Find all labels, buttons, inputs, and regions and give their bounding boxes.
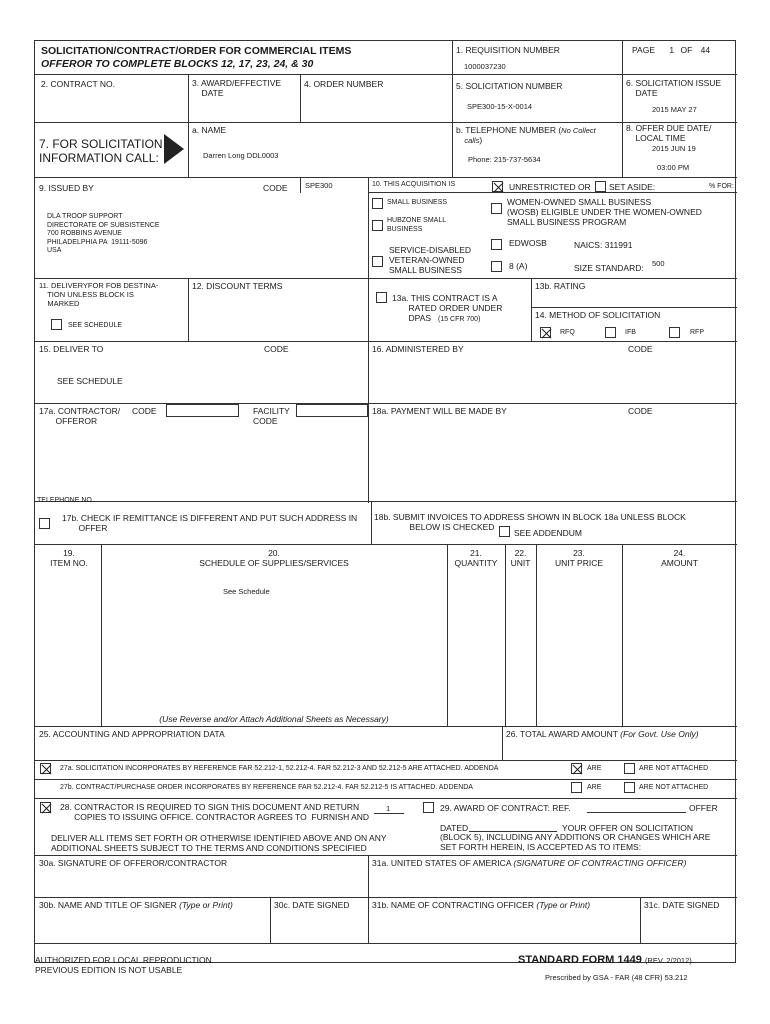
offer-due-time: 03:00 PM [657, 163, 690, 172]
arrow-right-icon [164, 134, 184, 164]
27b-text: 27b. CONTRACT/PURCHASE ORDER INCORPORATES BY REFERENCE FAR 52.212-4. FAR 52.212-5 IS ATTACHED. ADDENDA [60, 784, 473, 791]
page-total: 44 [700, 45, 711, 55]
27a-are-not-checkbox[interactable] [624, 763, 635, 774]
naics-code: NAICS: 311991 [574, 240, 633, 250]
30b-note: (Type or Print) [179, 900, 233, 910]
30a-signature-label: 30a. SIGNATURE OF OFFEROR/CONTRACTOR [39, 858, 228, 868]
28-copies-line[interactable] [374, 813, 404, 814]
submit-invoices-label: 18b. SUBMIT INVOICES TO ADDRESS SHOWN IN BLOCK 18a UNLESS BLOCK BELOW IS CHECKED [374, 512, 686, 532]
rfp-label: RFP [690, 329, 704, 336]
27b-are-label: ARE [587, 784, 602, 791]
eight-a-checkbox[interactable] [491, 261, 502, 272]
telephone-no-collect: No Collect calls [464, 126, 596, 145]
27a-text: 27a. SOLICITATION INCORPORATES BY REFERENCE FAR 52.212-1, 52.212-4. FAR 52.212-3 AND 52.212-5 ARE ATTACHED. ADDENDA [60, 765, 499, 772]
31a-text: 31a. UNITED STATES OF AMERICA [372, 858, 512, 868]
col-unit: 22. UNIT [510, 548, 531, 568]
29-checkbox[interactable] [423, 802, 434, 813]
footer-form-rev: (REV. 2/2012) [644, 956, 692, 965]
col-quantity: 21. QUANTITY [454, 548, 498, 568]
form-title: SOLICITATION/CONTRACT/ORDER FOR COMMERCIAL ITEMS [41, 45, 352, 57]
acquisition-label: 10. THIS ACQUISITION IS [372, 181, 456, 188]
footer-form-id [518, 954, 692, 967]
sdvosb-checkbox[interactable] [372, 256, 383, 267]
29-dated-label: DATED [440, 823, 469, 833]
issued-by-address: DLA TROOP SUPPORT DIRECTORATE OF SUBSISTENCE 700 ROBBINS AVENUE PHILADELPHIA PA 19111-5096 USA [47, 213, 160, 254]
27a-are-not-label: ARE NOT ATTACHED [639, 765, 709, 772]
accounting-data-label: 25. ACCOUNTING AND APPROPRIATION DATA [39, 729, 225, 739]
page-of: OF [680, 45, 693, 55]
payment-by-label: 18a. PAYMENT WILL BE MADE BY [372, 406, 507, 416]
form-subtitle: OFFEROR TO COMPLETE BLOCKS 12, 17, 23, 24, & 30 [41, 58, 314, 70]
deliver-to-code-label: CODE [264, 344, 289, 354]
27b-are-not-checkbox[interactable] [624, 782, 635, 793]
telephone-label-close: ) [479, 135, 483, 145]
small-business-label: SMALL BUSINESS [387, 199, 448, 206]
award-date-label: 3. AWARD/EFFECTIVE DATE [192, 78, 282, 98]
wosb-label: WOMEN-OWNED SMALL BUSINESS (WOSB) ELIGIBLE UNDER THE WOMEN-OWNED SMALL BUSINESS PROGRAM [507, 197, 702, 227]
see-addendum-checkbox[interactable] [499, 526, 510, 537]
27a-are-label: ARE [587, 765, 602, 772]
page-number: 1 [669, 45, 675, 55]
29-ref-line[interactable] [587, 812, 686, 813]
issue-date-value: 2015 MAY 27 [652, 105, 697, 114]
issued-by-code-value: SPE300 [305, 181, 333, 190]
administered-by-label: 16. ADMINISTERED BY [372, 344, 464, 354]
29-your-offer-label: YOUR OFFER ON SOLICITATION [562, 823, 693, 833]
28-text: 28. CONTRACTOR IS REQUIRED TO SIGN THIS DOCUMENT AND RETURN COPIES TO ISSUING OFFICE. CONTRACTOR AGREES TO FURNISH AND [60, 802, 370, 822]
edwosb-label: EDWOSB [509, 238, 547, 248]
30b-name-label [39, 900, 233, 910]
issued-by-code-label: CODE [263, 183, 288, 193]
contractor-code-field[interactable] [166, 404, 239, 417]
27a-checkbox[interactable] [40, 763, 51, 774]
30b-text: 30b. NAME AND TITLE OF SIGNER [39, 900, 177, 910]
facility-code-field[interactable] [296, 404, 368, 417]
discount-terms-label: 12. DISCOUNT TERMS [192, 281, 283, 291]
order-number-label: 4. ORDER NUMBER [304, 79, 384, 89]
footer-form-name: STANDARD FORM 1449 [518, 954, 642, 966]
deliver-to-see-schedule: SEE SCHEDULE [57, 376, 123, 386]
30c-date-label: 30c. DATE SIGNED [274, 900, 350, 910]
payment-by-code-label: CODE [628, 406, 653, 416]
29-offer-label: OFFER [689, 803, 718, 813]
rating-label: 13b. RATING [535, 281, 586, 291]
rfp-checkbox[interactable] [669, 327, 680, 338]
29-award-label: 29. AWARD OF CONTRACT: REF. [440, 803, 571, 813]
total-award-note: (For Govt. Use Only) [620, 729, 699, 739]
29-block5-text: (BLOCK 5), INCLUDING ANY ADDITIONS OR CHANGES WHICH ARE SET FORTH HEREIN, IS ACCEPTED AS TO ITEMS: [440, 832, 711, 852]
deliver-to-label: 15. DELIVER TO [39, 344, 104, 354]
31b-note: (Type or Print) [536, 900, 591, 910]
telephone-value: Phone: 215-737-5634 [468, 155, 541, 164]
unrestricted-label: UNRESTRICTED OR [509, 182, 591, 192]
sdvosb-label: SERVICE-DISABLED VETERAN-OWNED SMALL BUSINESS [389, 245, 472, 275]
27b-are-checkbox[interactable] [571, 782, 582, 793]
solicitation-number-value: SPE300-15-X-0014 [467, 102, 533, 111]
hubzone-label: HUBZONE SMALL BUSINESS [387, 217, 447, 233]
col-unit-price: 23. UNIT PRICE [554, 548, 604, 568]
27a-are-checkbox[interactable] [571, 763, 582, 774]
schedule-see-schedule: See Schedule [223, 587, 270, 596]
rfq-label: RFQ [560, 329, 575, 336]
eight-a-label: 8 (A) [509, 261, 528, 271]
footer-reproduction: AUTHORIZED FOR LOCAL REPRODUCTION PREVIOUS EDITION IS NOT USABLE [35, 955, 212, 975]
facility-code-label: FACILITY CODE [253, 406, 290, 426]
31a-signature-label [372, 858, 686, 868]
telephone-label [456, 125, 596, 145]
31b-text: 31b. NAME OF CONTRACTING OFFICER [372, 900, 534, 910]
solicitation-info-label: 7. FOR SOLICITATION INFORMATION CALL: [39, 137, 163, 165]
ifb-checkbox[interactable] [605, 327, 616, 338]
size-standard-label: SIZE STANDARD: [574, 263, 644, 273]
hubzone-checkbox[interactable] [372, 220, 383, 231]
rated-order-ref: (15 CFR 700) [438, 316, 481, 323]
schedule-note: (Use Reverse and/or Attach Additional Sheets as Necessary) [159, 714, 389, 724]
offer-due-label: 8. OFFER DUE DATE/ LOCAL TIME [626, 123, 712, 143]
rated-order-label: 13a. THIS CONTRACT IS A RATED ORDER UNDER DPAS [392, 293, 503, 323]
total-award-text: 26. TOTAL AWARD AMOUNT [506, 729, 618, 739]
col-item-no: 19. ITEM NO. [50, 548, 88, 568]
remittance-checkbox[interactable] [39, 518, 50, 529]
fob-see-schedule-checkbox[interactable] [51, 319, 62, 330]
issued-by-label: 9. ISSUED BY [39, 183, 94, 193]
page-label: PAGE [632, 45, 655, 55]
sf1449-form [34, 40, 736, 963]
fob-see-schedule-label: SEE SCHEDULE [68, 322, 123, 329]
fob-delivery-label: 11. DELIVERYFOR FOB DESTINA- TION UNLESS BLOCK IS MARKED [39, 281, 159, 308]
set-aside-percent-line[interactable] [663, 192, 707, 193]
set-aside-checkbox[interactable] [595, 181, 606, 192]
unrestricted-checkbox[interactable] [492, 181, 503, 192]
contact-name-label: a. NAME [192, 125, 227, 135]
contractor-code-label: CODE [132, 406, 157, 416]
31c-date-label: 31c. DATE SIGNED [644, 900, 720, 910]
28-checkbox[interactable] [40, 802, 51, 813]
wosb-checkbox[interactable] [491, 203, 502, 214]
rated-order-checkbox[interactable] [376, 292, 387, 303]
total-award-label [506, 729, 699, 739]
contractor-label: 17a. CONTRACTOR/ OFFEROR [39, 406, 121, 426]
telephone-no-label: TELEPHONE NO. [37, 497, 94, 504]
set-aside-percent-for: % FOR: [709, 183, 734, 190]
see-addendum-label: SEE ADDENDUM [514, 528, 583, 538]
remittance-label: 17b. CHECK IF REMITTANCE IS DIFFERENT AND PUT SUCH ADDRESS IN OFFER [62, 513, 358, 533]
ifb-label: IFB [625, 329, 636, 336]
contact-name-value: Darren Long DDL0003 [203, 151, 279, 160]
footer-prescribed: Prescribed by GSA - FAR (48 CFR) 53.212 [545, 973, 688, 982]
28-copies-value: 1 [386, 804, 391, 813]
size-standard-value: 500 [652, 259, 665, 268]
rfq-checkbox[interactable] [540, 327, 551, 338]
31a-note: (SIGNATURE OF CONTRACTING OFFICER) [513, 858, 687, 868]
telephone-label-text: b. TELEPHONE NUMBER ( [456, 125, 562, 135]
small-business-checkbox[interactable] [372, 198, 383, 209]
col-schedule: 20. SCHEDULE OF SUPPLIES/SERVICES [199, 548, 349, 568]
requisition-number-value: 1000037230 [464, 62, 506, 71]
col-amount: 24. AMOUNT [661, 548, 698, 568]
set-aside-label: SET ASIDE: [609, 182, 656, 192]
27b-are-not-label: ARE NOT ATTACHED [639, 784, 709, 791]
administered-by-code-label: CODE [628, 344, 653, 354]
31b-name-label [372, 900, 590, 910]
issue-date-label: 6. SOLICITATION ISSUE DATE [626, 78, 722, 98]
page-indicator [632, 45, 710, 55]
solicitation-number-label: 5. SOLICITATION NUMBER [456, 81, 563, 91]
contract-no-label: 2. CONTRACT NO. [41, 79, 115, 89]
28-text-continued: DELIVER ALL ITEMS SET FORTH OR OTHERWISE IDENTIFIED ABOVE AND ON ANY ADDITIONAL SHEETS SUBJECT TO THE TERMS AND CONDITIONS SPECIFIED [51, 833, 387, 853]
requisition-number-label: 1. REQUISITION NUMBER [456, 45, 560, 55]
offer-due-date: 2015 JUN 19 [652, 144, 696, 153]
solicitation-method-label: 14. METHOD OF SOLICITATION [535, 310, 661, 320]
edwosb-checkbox[interactable] [491, 239, 502, 250]
